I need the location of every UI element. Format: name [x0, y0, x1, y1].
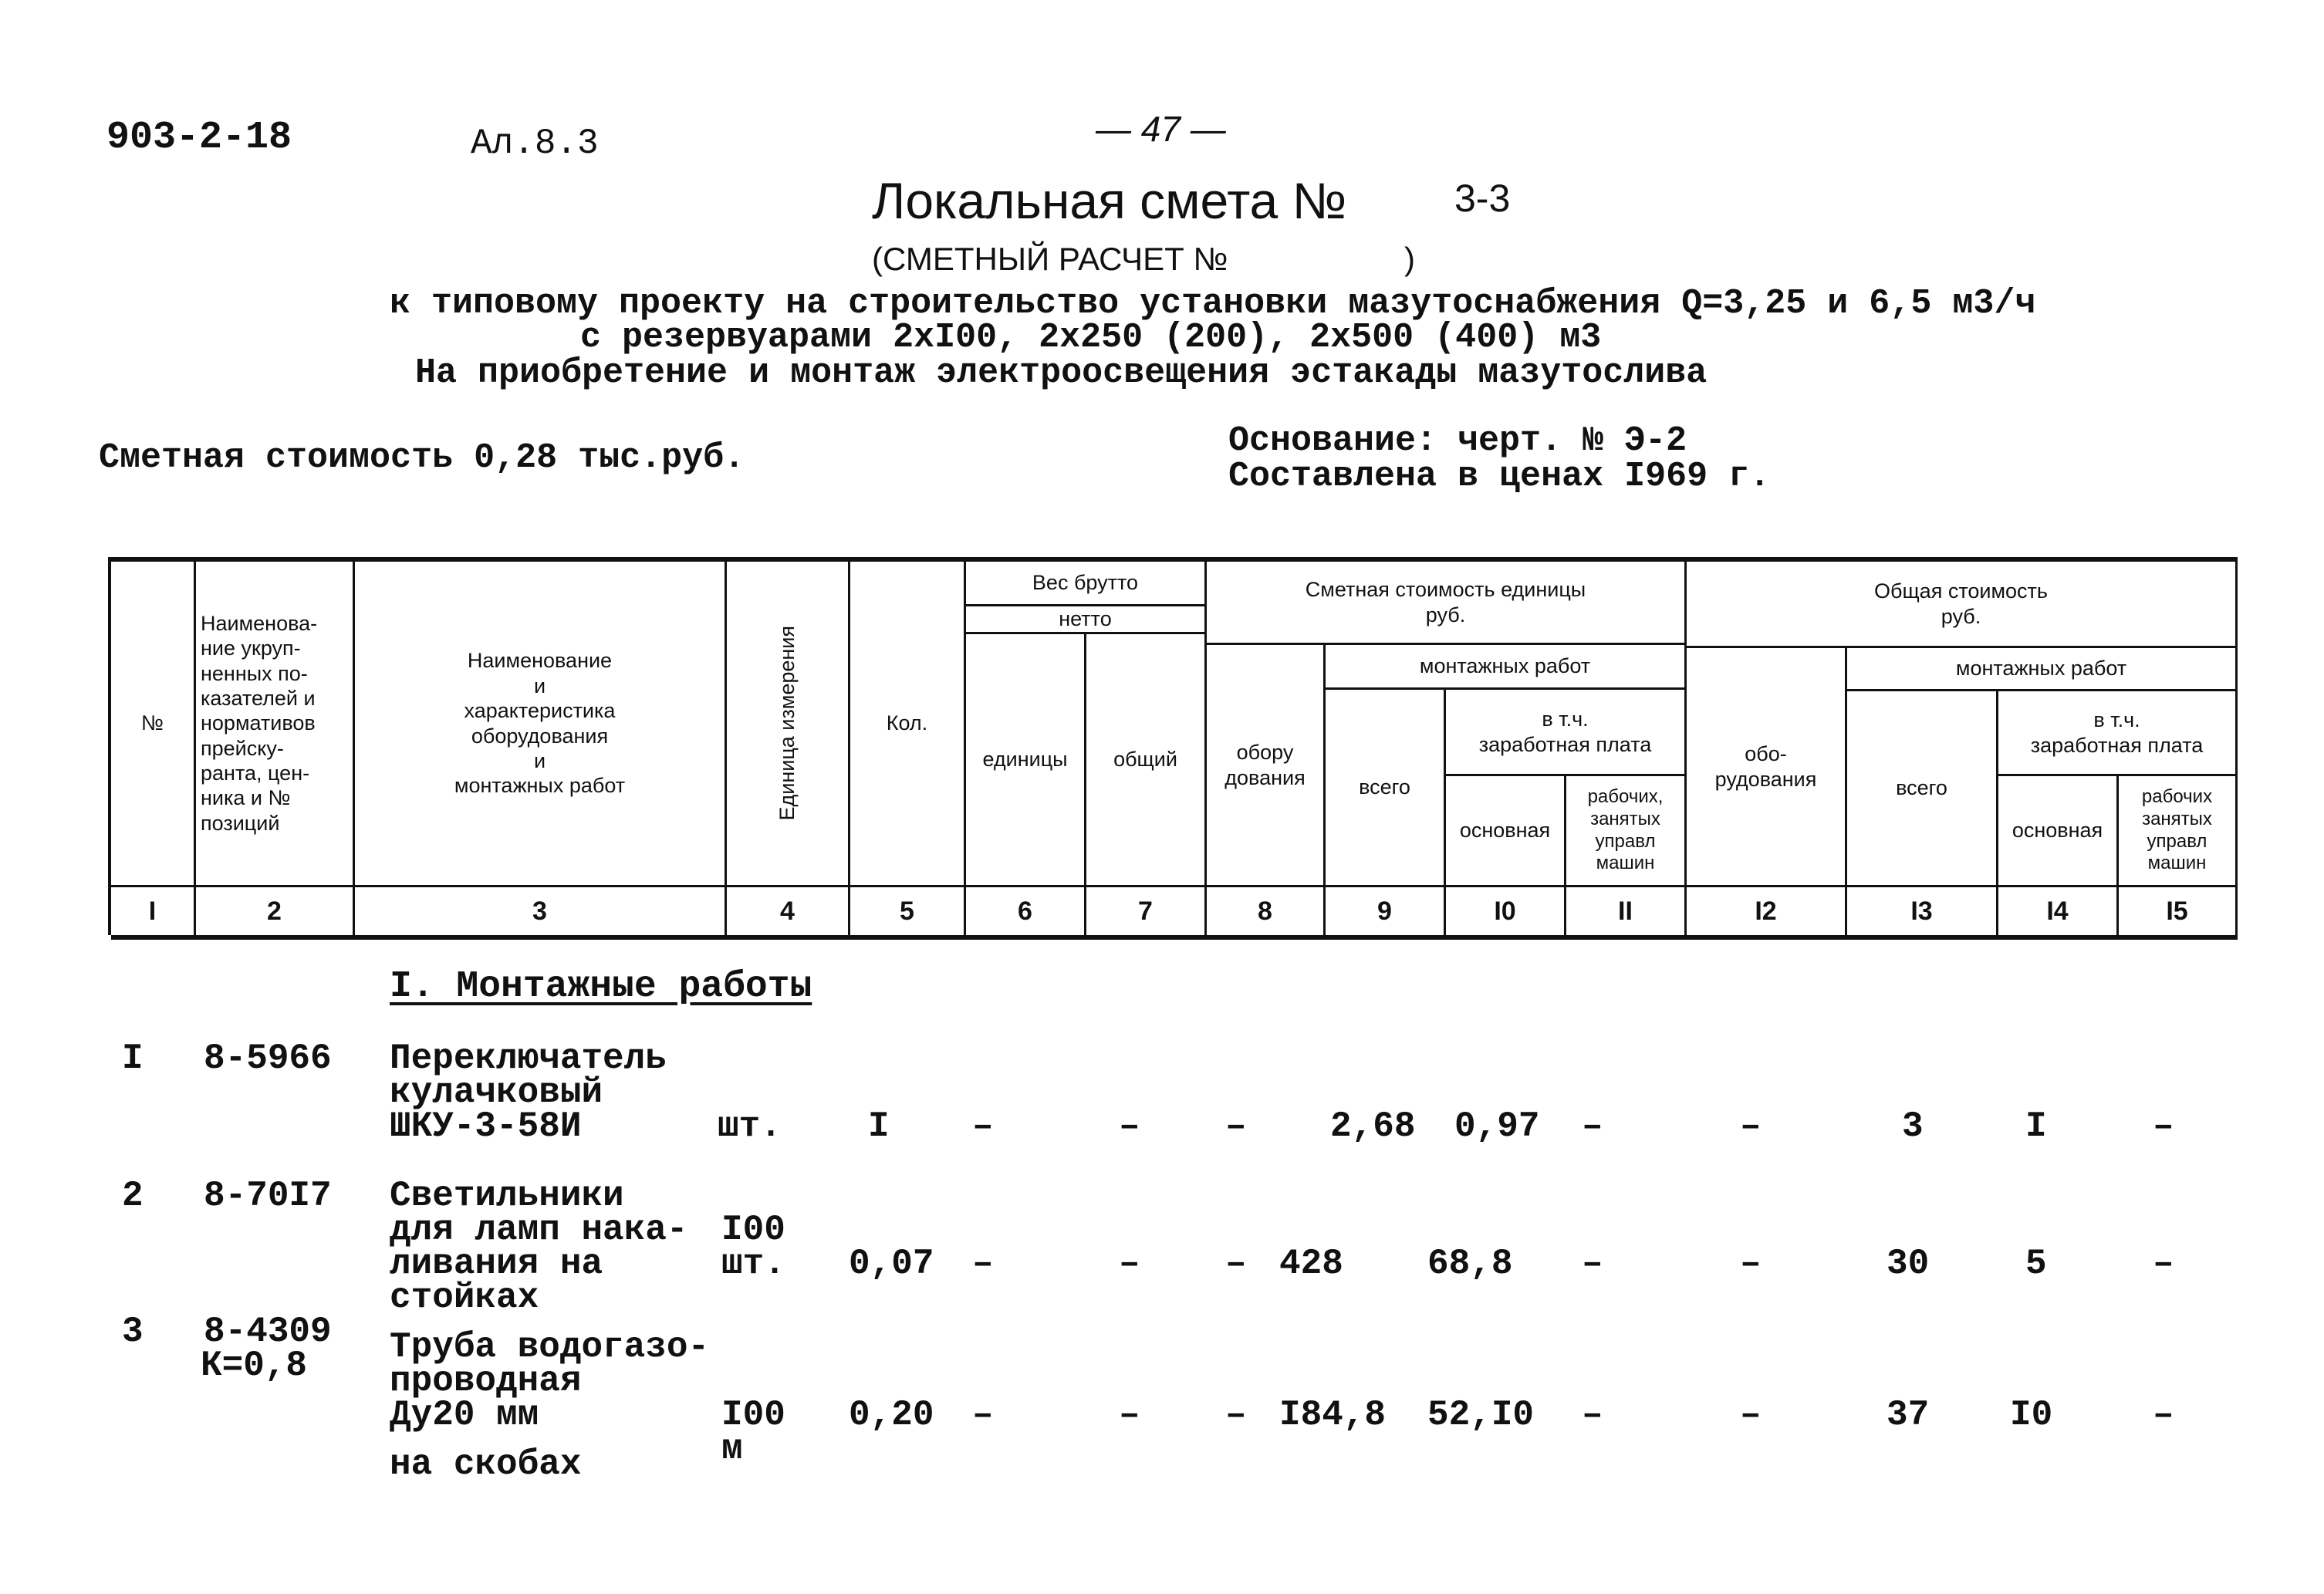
album-number: Ал.8.3 [471, 123, 599, 164]
row-unit: I00 [721, 1395, 785, 1435]
unit-equipment-header: обору дования [1207, 645, 1326, 887]
row-name-line: стойках [390, 1278, 539, 1318]
unit-cost-group-header: Сметная стоимость единицы руб. [1207, 562, 1687, 645]
weight-unit-header: единицы [966, 634, 1086, 887]
row-name-line: Труба водогазо- [390, 1327, 710, 1367]
project-line-1: к типовому проекту на строительство установки мазутоснабжения Q=3,25 и 6,5 м3/ч [390, 284, 2036, 323]
row-equipment: – [1225, 1106, 1247, 1147]
row-wage-basic: 52,I0 [1427, 1395, 1535, 1435]
row-code: 8-5966 [204, 1038, 332, 1079]
col-norms-header: Наименова- ние укруп- ненных по- казателей и нормативов прейску- ранта, цен- ника и № позиций [196, 562, 355, 887]
row-unit: шт. [721, 1244, 785, 1284]
row-qty: I [868, 1106, 890, 1147]
row-total-basic: I0 [2010, 1395, 2053, 1435]
row-total-basic: 5 [2025, 1244, 2047, 1284]
row-weight-unit: – [972, 1106, 994, 1147]
row-total-machine: – [2153, 1395, 2174, 1435]
row-name-line: на скобах [390, 1444, 582, 1484]
col-number: I2 [1687, 887, 1847, 940]
row-weight-unit: – [972, 1395, 994, 1435]
col-number: I [111, 887, 196, 940]
basis: Основание: черт. № Э-2 [1228, 421, 1687, 461]
col-number: II [1566, 887, 1687, 940]
row-total-mount: 3 [1902, 1106, 1924, 1147]
row-weight-total: – [1119, 1244, 1140, 1284]
row-number: 2 [122, 1176, 144, 1216]
row-total-equipment: – [1740, 1106, 1762, 1147]
col-number: 8 [1207, 887, 1326, 940]
page-number: — 47 — [1096, 109, 1226, 149]
total-cost-group-header: Общая стоимость руб. [1687, 562, 2238, 648]
total-wage-workers-header: рабочих занятых управл машин [2119, 776, 2238, 887]
unit-mount-group-header: монтажных работ [1326, 645, 1687, 690]
unit-mount-total-header: всего [1326, 690, 1446, 887]
row-name-line: Светильники [390, 1176, 624, 1216]
row-code: 8-70I7 [204, 1176, 332, 1216]
row-total-machine: – [2153, 1244, 2174, 1284]
col-qty-header: Кол. [850, 562, 966, 887]
row-unit: шт. [718, 1106, 782, 1147]
weight-group-header: Вес брутто [966, 562, 1207, 606]
unit-wage-basic-header: основная [1446, 776, 1566, 887]
row-name-line: кулачковый [390, 1072, 603, 1113]
total-equipment-header: обо- рудования [1687, 648, 1847, 887]
row-equipment: – [1225, 1395, 1247, 1435]
row-wage-machine: – [1582, 1244, 1603, 1284]
row-total-mount: 30 [1887, 1244, 1930, 1284]
unit-wage-group-header: в т.ч. заработная плата [1446, 690, 1687, 776]
row-name-line: для ламп нака- [390, 1210, 688, 1250]
col-number: 4 [727, 887, 850, 940]
row-mount-total: 428 [1279, 1244, 1343, 1284]
col-number: I5 [2119, 887, 2238, 940]
col-unit-header: Единица измерения [727, 562, 850, 887]
weight-total-header: общий [1086, 634, 1207, 887]
col-number: 9 [1326, 887, 1446, 940]
row-total-equipment: – [1740, 1395, 1762, 1435]
col-no-header: № [111, 562, 196, 887]
row-weight-total: – [1119, 1106, 1140, 1147]
total-wage-basic-header: основная [1998, 776, 2119, 887]
row-code-coefficient: К=0,8 [201, 1346, 308, 1386]
col-number: 3 [355, 887, 727, 940]
total-mount-group-header: монтажных работ [1847, 648, 2238, 691]
col-number: 2 [196, 887, 355, 940]
col-number: I3 [1847, 887, 1998, 940]
row-wage-basic: 68,8 [1427, 1244, 1513, 1284]
project-line-3: На приобретение и монтаж электроосвещения эстакады мазутослива [415, 353, 1708, 393]
row-mount-total: I84,8 [1279, 1395, 1387, 1435]
row-number: I [122, 1038, 144, 1079]
col-number: 5 [850, 887, 966, 940]
section-title: I. Монтажные работы [390, 966, 812, 1008]
row-wage-basic: 0,97 [1454, 1106, 1540, 1147]
total-wage-group-header: в т.ч. заработная плата [1998, 691, 2238, 776]
row-name-line: Переключатель [390, 1038, 667, 1079]
row-weight-total: – [1119, 1395, 1140, 1435]
project-line-2: с резервуарами 2хI00, 2х250 (200), 2х500 (400) м3 [580, 318, 1602, 357]
weight-sub-header: нетто [966, 606, 1207, 634]
col-name-header: Наименование и характеристика оборудования и монтажных работ [355, 562, 727, 887]
subtitle-calc: (СМЕТНЫЙ РАСЧЕТ № [872, 241, 1228, 277]
row-wage-machine: – [1582, 1106, 1603, 1147]
row-name-line: ливания на [390, 1244, 603, 1284]
estimate-number: 3-3 [1454, 177, 1511, 220]
row-code: 8-4309 [204, 1312, 332, 1352]
project-code: 903-2-18 [106, 116, 292, 160]
row-total-basic: I [2025, 1106, 2047, 1147]
row-name-line: проводная [390, 1361, 582, 1401]
subtitle-close-paren: ) [1404, 241, 1415, 277]
col-number: 6 [966, 887, 1086, 940]
row-total-mount: 37 [1887, 1395, 1930, 1435]
row-qty: 0,20 [849, 1395, 934, 1435]
row-qty: 0,07 [849, 1244, 934, 1284]
row-equipment: – [1225, 1244, 1247, 1284]
row-name-line: ШКУ-3-58И [390, 1106, 582, 1147]
row-wage-machine: – [1582, 1395, 1603, 1435]
row-number: 3 [122, 1312, 144, 1352]
price-level: Составлена в ценах I969 г. [1228, 457, 1771, 496]
row-total-equipment: – [1740, 1244, 1762, 1284]
col-number: I0 [1446, 887, 1566, 940]
row-unit: м [721, 1429, 743, 1469]
row-total-machine: – [2153, 1106, 2174, 1147]
col-number: 7 [1086, 887, 1207, 940]
estimate-table-header [108, 557, 2238, 935]
row-unit: I00 [721, 1210, 785, 1250]
row-weight-unit: – [972, 1244, 994, 1284]
page-title: Локальная смета № [872, 172, 1347, 229]
total-mount-total-header: всего [1847, 691, 1998, 887]
row-mount-total: 2,68 [1330, 1106, 1416, 1147]
unit-wage-workers-header: рабочих, занятых управл машин [1566, 776, 1687, 887]
estimated-cost: Сметная стоимость 0,28 тыс.руб. [99, 438, 745, 478]
col-number: I4 [1998, 887, 2119, 940]
row-name-line: Ду20 мм [390, 1395, 539, 1435]
